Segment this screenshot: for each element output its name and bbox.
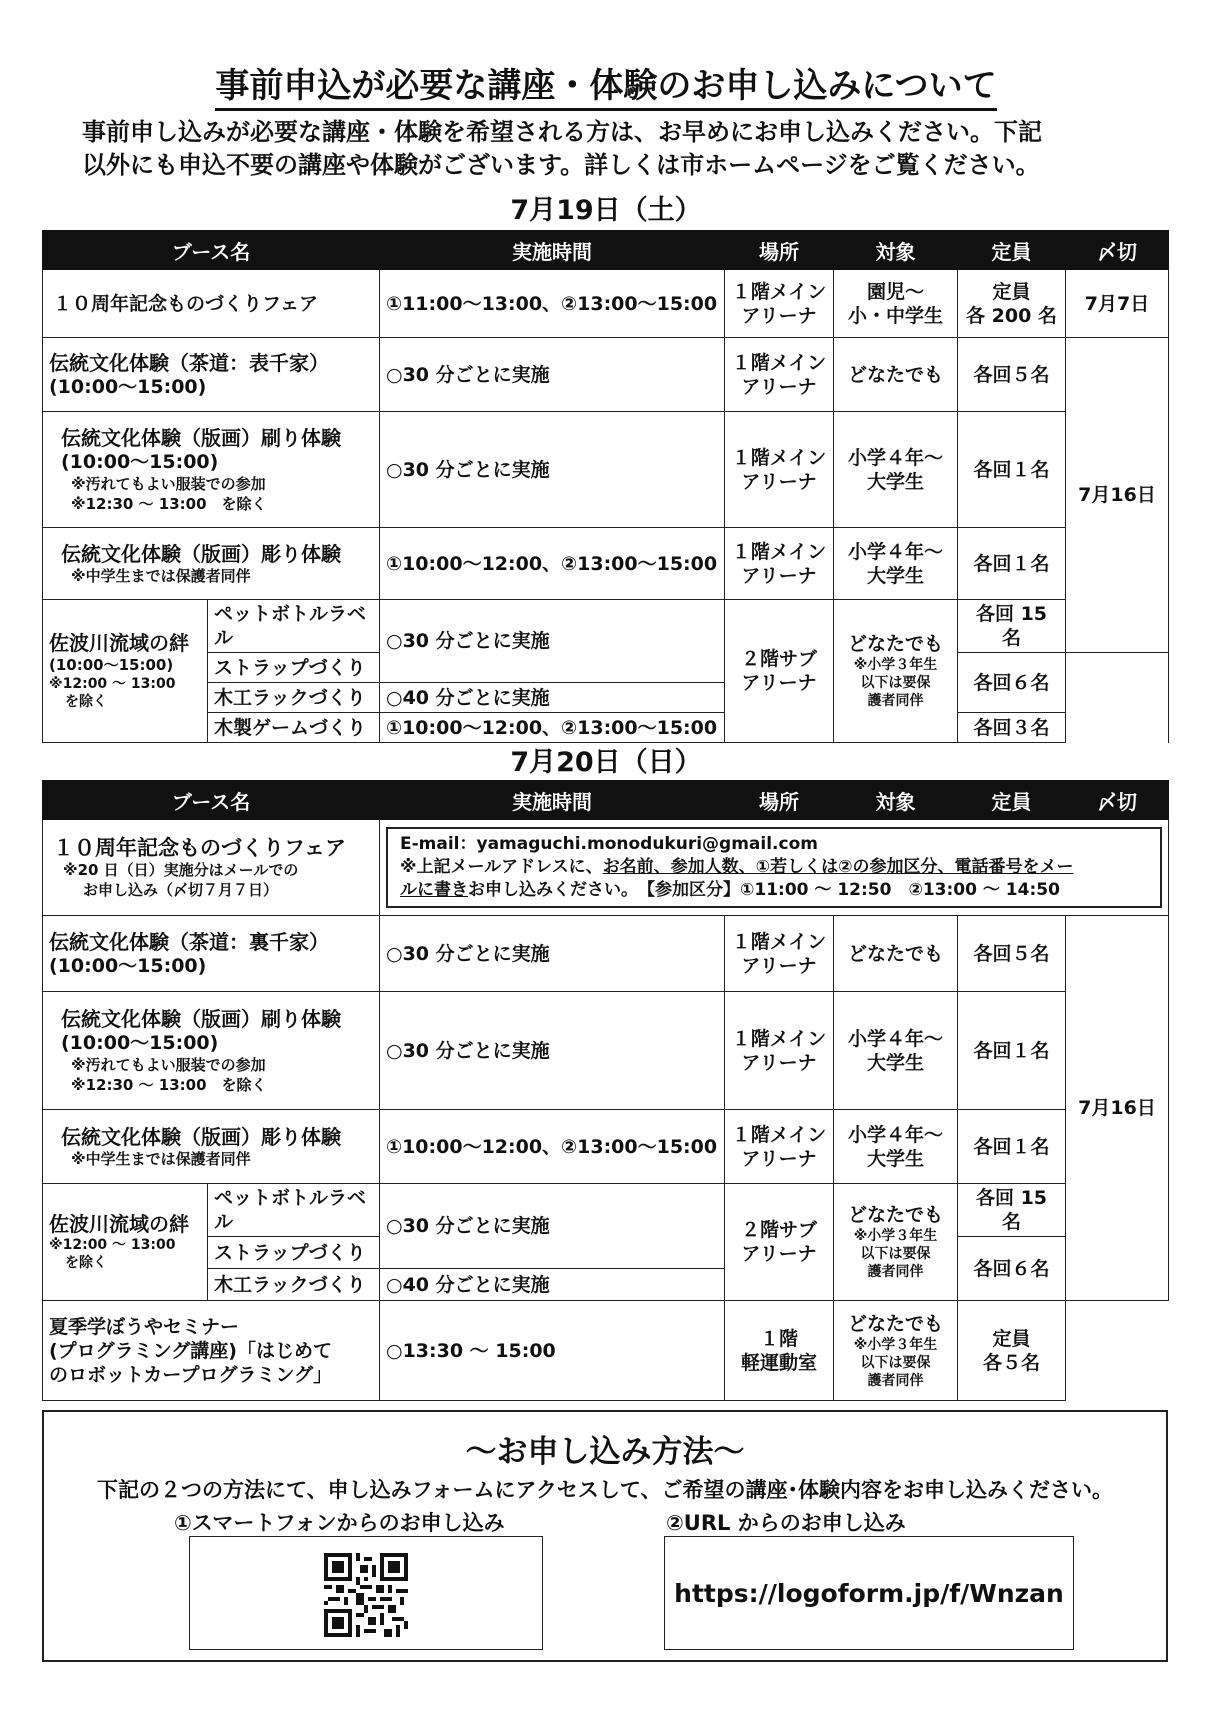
url-label: ②URL からのお申し込み bbox=[666, 1511, 906, 1535]
url-box bbox=[664, 1536, 1074, 1650]
table-row: 佐波川流域の絆 (10:00～15:00) ※12:00 ～ 13:00 を除く ペットボトルラベル ○30 分ごとに実施 ２階サブ アリーナ どなたでも ※小学３年生 以下は要保 護者同伴 各回 15 名 bbox=[43, 600, 1169, 653]
table-row: 伝統文化体験（版画）刷り体験 (10:00～15:00) ※汚れてもよい服装での参加 ※12:30 ～ 13:00 を除く ○30 分ごとに実施 １階メイン アリーナ 小学４年～ 大学生 各回１名 bbox=[43, 992, 1169, 1110]
email-address[interactable]: E-mail：yamaguchi.monodukuri@gmail.com bbox=[400, 834, 818, 854]
table-row: ストラップづくり 各回６名 bbox=[43, 1237, 1169, 1269]
table-row: 佐波川流域の絆 ※12:00 ～ 13:00 を除く ペットボトルラベル ○30 分ごとに実施 ２階サブ アリーナ どなたでも ※小学３年生 以下は要保 護者同伴 各回 15 名 bbox=[43, 1184, 1169, 1237]
table-header: ブース名 実施時間 場所 対象 定員 〆切 bbox=[43, 231, 1169, 270]
smartphone-label: ①スマートフォンからのお申し込み bbox=[174, 1511, 505, 1535]
day2-table bbox=[42, 780, 1169, 1401]
method-description: 下記の２つの方法にて、申し込みフォームにアクセスして、ご希望の講座･体験内容をお申し込みください。 bbox=[97, 1478, 1113, 1502]
table-row: 木工ラックづくり ○40 分ごとに実施 bbox=[43, 683, 1169, 713]
email-info bbox=[380, 820, 1169, 916]
table-row: 伝統文化体験（版画）彫り体験 ※中学生までは保護者同伴 ①10:00～12:00、②13:00～15:00 １階メイン アリーナ 小学４年～ 大学生 各回１名 bbox=[43, 1110, 1169, 1184]
qr-code-icon[interactable] bbox=[324, 1553, 408, 1637]
table-header: ブース名 実施時間 場所 対象 定員 〆切 bbox=[43, 781, 1169, 820]
table-row: １０周年記念ものづくりフェア ①11:00～13:00、②13:00～15:00 １階メイン アリーナ 園児～ 小・中学生 定員 各 200 名 7月7日 bbox=[43, 270, 1169, 338]
qr-code-box bbox=[189, 1536, 543, 1650]
email-box: E-mail：yamaguchi.monodukuri@gmail.com ※上記メールアドレスに、お名前、参加人数、①若しくは②の参加区分、電話番号をメー ルに書きお申し込みください。 【参加区分】①11:00 ～ 12:50 ②13:00 ～ 14:50 bbox=[386, 827, 1162, 908]
table-row: 木製ゲームづくり ①10:00～12:00、②13:00～15:00 各回３名 bbox=[43, 713, 1169, 743]
table-row: 伝統文化体験（版画）刷り体験 (10:00～15:00) ※汚れてもよい服装での参加 ※12:30 ～ 13:00 を除く ○30 分ごとに実施 １階メイン アリーナ 小学４年～ 大学生 各回１名 bbox=[43, 412, 1169, 528]
form-url-link[interactable]: https://logoform.jp/f/Wnzan bbox=[674, 1578, 1064, 1608]
table-row: ストラップづくり 各回６名 bbox=[43, 653, 1169, 683]
intro-text: 事前申し込みが必要な講座・体験を希望される方は、お早めにお申し込みください。下記 以外にも申込不要の講座や体験がございます。詳しくは市ホームページをご覧ください。 bbox=[82, 118, 1042, 179]
table-row: 木工ラックづくり ○40 分ごとに実施 bbox=[43, 1269, 1169, 1301]
day1-date: 7月19日（土） bbox=[510, 195, 702, 226]
day2-date: 7月20日（日） bbox=[510, 747, 702, 778]
application-method bbox=[42, 1410, 1168, 1662]
page-title: 事前申込が必要な講座・体験のお申し込みについて bbox=[0, 58, 1212, 107]
table-row: 伝統文化体験（版画）彫り体験 ※中学生までは保護者同伴 ①10:00～12:00、②13:00～15:00 １階メイン アリーナ 小学４年～ 大学生 各回１名 bbox=[43, 528, 1169, 600]
table-row: 伝統文化体験（茶道：表千家） (10:00～15:00) ○30 分ごとに実施 １階メイン アリーナ どなたでも 各回５名 7月16日 bbox=[43, 338, 1169, 412]
table-row: 夏季学ぼうやセミナー (プログラミング講座)「はじめて のロボットカープログラミング」 ○13:30 ～ 15:00 １階 軽運動室 どなたでも ※小学３年生 以下は要保 護者同伴 定員 各５名 bbox=[43, 1301, 1169, 1401]
table-row: 伝統文化体験（茶道：裏千家） (10:00～15:00) ○30 分ごとに実施 １階メイン アリーナ どなたでも 各回５名 7月16日 bbox=[43, 916, 1169, 992]
table-row: １０周年記念ものづくりフェア ※20 日（日）実施分はメールでの お申し込み（〆切７月７日） E-mail：yamaguchi.monodukuri@gmail.com ※上記メールアドレスに、お名前、参加人数、①若しくは②の参加区分、電話番号をメー ルに書きお申し込みください。 【参加区分】①11:00 ～ 12:50 ②13:00 ～ 14:50 bbox=[43, 820, 1169, 916]
day1-table bbox=[42, 230, 1169, 743]
method-title: ～お申し込み方法～ bbox=[465, 1434, 745, 1470]
